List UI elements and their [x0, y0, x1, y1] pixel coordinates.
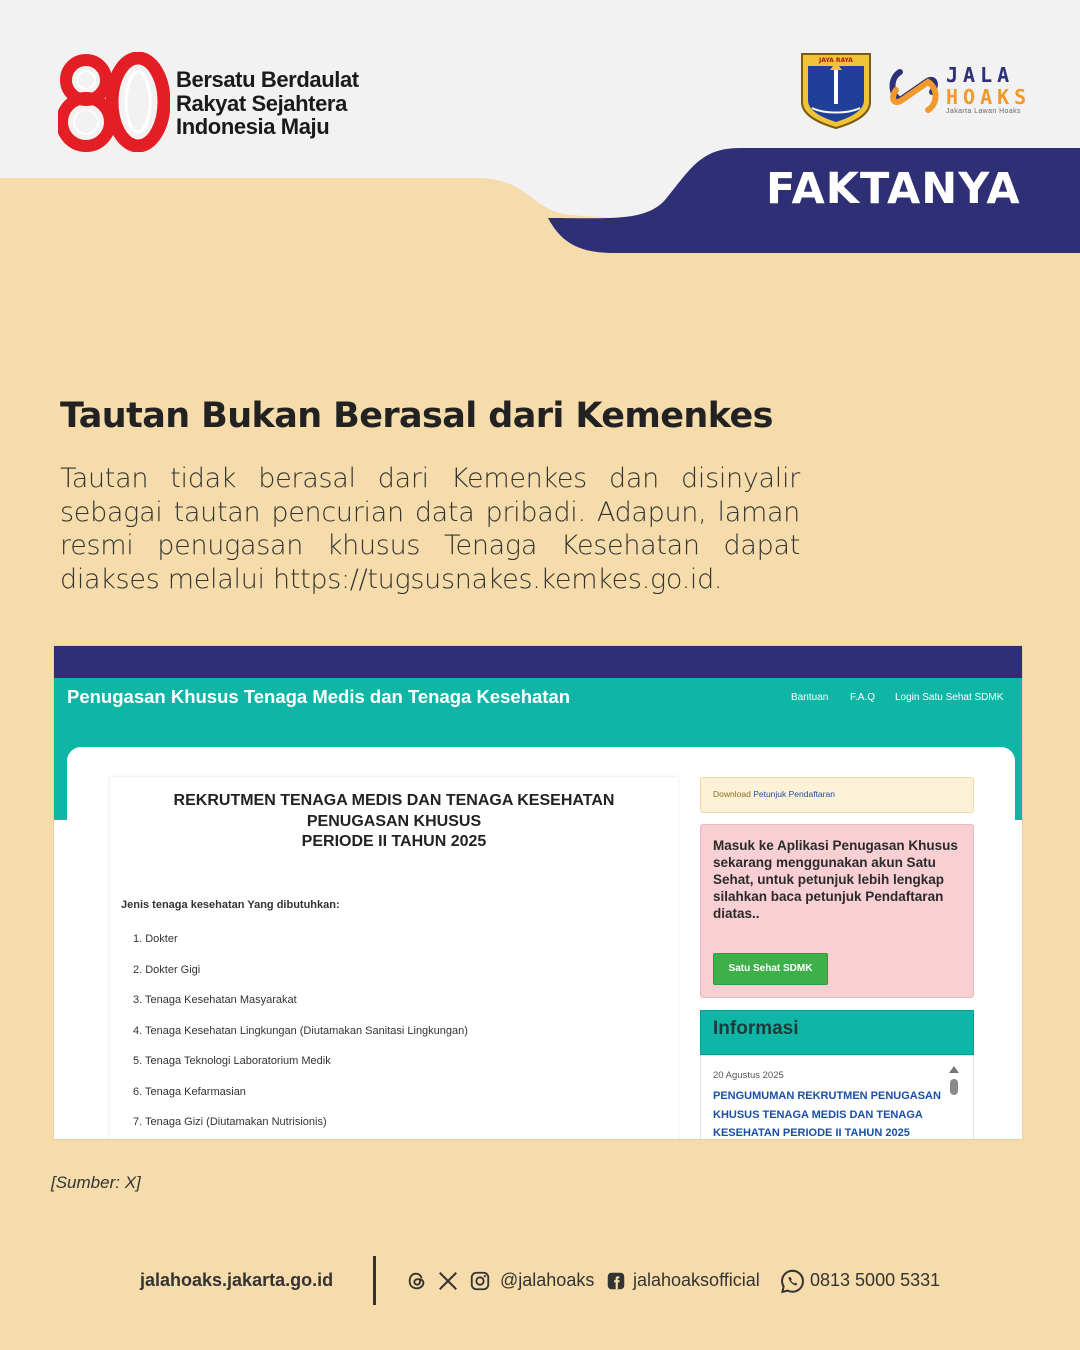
login-notice	[700, 824, 974, 998]
informasi-heading: Informasi	[700, 1010, 974, 1055]
nav-login[interactable]: Login Satu Sehat SDMK	[895, 692, 1004, 703]
scroll-up-icon[interactable]	[949, 1066, 959, 1073]
jakarta-crest-logo	[800, 52, 872, 130]
list-item: 2. Dokter Gigi	[133, 963, 201, 976]
list-item: 5. Tenaga Teknologi Laboratorium Medik	[133, 1055, 331, 1067]
faktanya-label: FAKTANYA	[766, 164, 1021, 214]
brand-line-2: HOAKS	[946, 85, 1032, 109]
profession-list	[133, 933, 468, 1140]
source-caption: [Sumber: X]	[51, 1173, 141, 1192]
footer-divider	[373, 1256, 376, 1305]
tagline-line-2: Rakyat Sejahtera	[176, 90, 347, 116]
list-item: 6. Tenaga Kefarmasian	[133, 1085, 246, 1098]
nav-faq[interactable]: F.A.Q	[850, 692, 876, 703]
download-notice	[700, 777, 974, 813]
info-date: 20 Agustus 2025	[713, 1070, 784, 1081]
threads-icon	[406, 1270, 428, 1292]
jala-hoaks-wordmark	[946, 64, 1031, 115]
recruitment-title	[110, 791, 678, 853]
tagline-line-1: Bersatu Berdaulat	[176, 67, 359, 92]
recruitment-title-line-2: PENUGASAN KHUSUS	[306, 812, 482, 830]
nav-bantuan[interactable]: Bantuan	[791, 692, 829, 703]
svg-text:JAYA RAYA: JAYA RAYA	[819, 57, 853, 64]
satu-sehat-button[interactable]: Satu Sehat SDMK	[713, 953, 828, 985]
info-announcement-link[interactable]: PENGUMUMAN REKRUTMEN PENUGASAN KHUSUS TENAGA MEDIS DAN TENAGA KESEHATAN PERIODE II TAHUN 2025	[713, 1090, 941, 1139]
x-icon	[437, 1270, 459, 1292]
body-text: Tautan tidak berasal dari Kemenkes dan disinyalir sebagai tautan pencurian data pribadi. Adapun, laman resmi penugasan khusus Tenaga Kesehatan dapat diakses melalui https://tugsusnakes.kemkes.go.id.	[60, 463, 800, 595]
list-item: 3. Tenaga Kesehatan Masyarakat	[133, 994, 297, 1006]
scrollbar-thumb[interactable]	[950, 1079, 958, 1095]
browser-top-bar	[54, 646, 1023, 678]
anniversary-80-logo	[58, 52, 170, 152]
tagline-line-3: Indonesia Maju	[176, 114, 330, 139]
download-prefix: Download	[713, 789, 751, 799]
recruitment-title-line-3: PERIODE II TAHUN 2025	[301, 833, 487, 850]
footer-phone: 0813 5000 5331	[810, 1270, 941, 1290]
footer-social-handle: @jalahoaks	[500, 1270, 595, 1290]
headline: Tautan Bukan Berasal dari Kemenkes	[60, 396, 773, 436]
brand-subtitle: Jakarta Lawan Hoaks	[946, 108, 1021, 115]
list-item: 1. Dokter	[133, 933, 178, 945]
informasi-panel	[700, 1055, 974, 1140]
jala-hoaks-icon	[886, 64, 942, 118]
facebook-icon	[605, 1270, 627, 1292]
download-guide-link[interactable]: Petunjuk Pendaftaran	[753, 789, 835, 799]
tagline	[176, 68, 359, 139]
footer-website: jalahoaks.jakarta.go.id	[140, 1270, 334, 1290]
instagram-icon	[469, 1270, 491, 1292]
list-item: 7. Tenaga Gizi (Diutamakan Nutrisionis)	[133, 1116, 327, 1128]
list-item: 4. Tenaga Kesehatan Lingkungan (Diutamakan Sanitasi Lingkungan)	[133, 1024, 468, 1037]
whatsapp-icon	[779, 1268, 806, 1295]
login-notice-text: Masuk ke Aplikasi Penugasan Khusus sekarang menggunakan akun Satu Sehat, untuk petunjuk lebih lengkap silahkan baca petunjuk Pendaftaran diatas..	[713, 838, 958, 921]
recruitment-title-line-1: REKRUTMEN TENAGA MEDIS DAN TENAGA KESEHATAN	[173, 792, 615, 809]
website-screenshot	[53, 645, 1023, 1140]
footer-facebook: jalahoaksofficial	[633, 1270, 760, 1290]
brand-line-1: JALA	[946, 63, 1015, 87]
list-heading: Jenis tenaga kesehatan Yang dibutuhkan:	[121, 899, 340, 911]
site-title[interactable]: Penugasan Khusus Tenaga Medis dan Tenaga Kesehatan	[67, 686, 571, 707]
recruitment-panel	[110, 777, 678, 1140]
